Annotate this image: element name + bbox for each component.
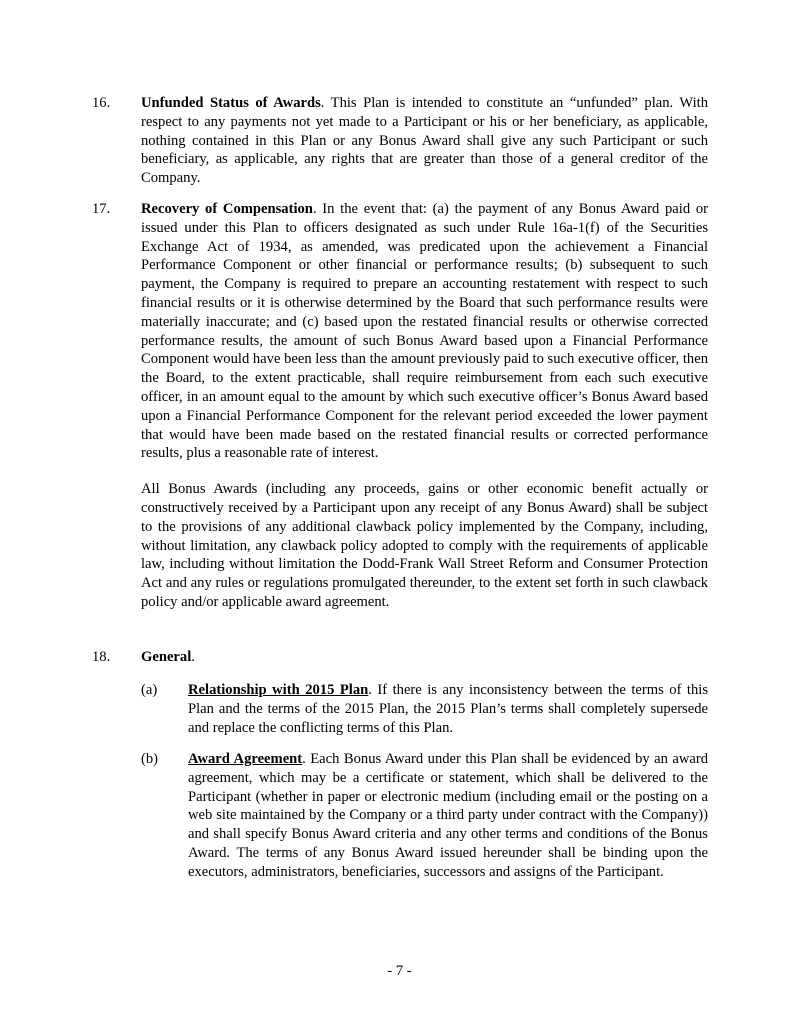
subsection-body: . Each Bonus Award under this Plan shall be evidenced by an award agreement, which may be a certificate or statement, which shall be delivered to the Participant (whether in paper or electronic medium (including email or the posting on a web site maintained by the Company or a third party under contract with the Company)) and shall specify Bonus Award criteria and any other terms and conditions of the Bonus Award. The terms of any Bonus Award issued hereunder shall be binding upon the executors, administrators, beneficiaries, successors and assigns of the Participant. — [188, 751, 709, 880]
section-heading: Recovery of Compensation — [141, 201, 313, 217]
subsection-a — [92, 681, 708, 737]
subsection-text — [188, 750, 708, 882]
subsection-text — [188, 681, 708, 737]
section-paragraph — [141, 200, 708, 463]
section-heading: Unfunded Status of Awards — [141, 95, 321, 111]
section-text: . In the event that: (a) the payment of any Bonus Award paid or issued under this Plan to officers designated as such under Rule 16a-1(f) of the Securities Exchange Act of 1934, as amended, was predicated upon the achievement a Financial Performance Component or other financial or performance results; (b) subsequent to such payment, the Company is required to prepare an accounting restatement with respect to such financial results or it is otherwise determined by the Board that such performance results were materially inaccurate; and (c) based upon the restated financial results or otherwise corrected performance results, the amount of such Bonus Award based upon a Financial Performance Component would have been less than the amount previously paid to such executive officer, then the Board, to the extent practicable, shall require reimbursement from each such executive officer, in an amount equal to the amount by which such executive officer’s Bonus Award based upon a Financial Performance Component for the relevant period exceeded the lower payment that would have been made based on the restated financial results or corrected performance results, plus a reasonable rate of interest. — [141, 201, 708, 462]
subsection — [141, 750, 708, 882]
section-heading: General — [141, 649, 192, 665]
section-16 — [92, 94, 708, 188]
section-number: 18. — [92, 649, 111, 665]
subsection-b — [92, 750, 708, 882]
section-number: 16. — [92, 95, 111, 111]
section-18 — [92, 648, 708, 667]
section-17 — [92, 200, 708, 612]
page-number: - 7 - — [387, 963, 412, 979]
section-paragraph-2: All Bonus Awards (including any proceeds, gains or other economic benefit actually or constructively received by a Participant upon any receipt of any Bonus Award) shall be subject to the provisions of any additional clawback policy implemented by the Company, including, without limitation, any clawback policy adopted to comply with the requirements of applicable law, including without limitation the Dodd-Frank Wall Street Reform and Consumer Protection Act and any rules or regulations promulgated thereunder, to the extent set forth in such clawback policy and/or applicable award agreement. — [141, 481, 708, 610]
section-number: 17. — [92, 201, 111, 217]
section-body — [141, 200, 708, 612]
subsection-body: . If there is any inconsistency between the terms of this Plan and the terms of the 2015 Plan, the 2015 Plan’s terms shall completely supersede and replace the conflicting terms of this Plan. — [188, 682, 708, 736]
subsection — [141, 681, 708, 737]
section-body — [141, 648, 708, 667]
section-paragraph — [141, 94, 708, 188]
subsection-heading: Relationship with 2015 Plan — [188, 682, 369, 698]
section-paragraph — [141, 648, 708, 667]
section-body — [141, 94, 708, 188]
subsection-letter: (b) — [141, 751, 159, 767]
subsection-letter: (a) — [141, 682, 158, 698]
section-text: . This Plan is intended to constitute an “unfunded” plan. With respect to any payments not yet made to a Participant or his or her beneficiary, as applicable, nothing contained in this Plan or any Bonus Award shall give any such Participant or such beneficiary, as applicable, any rights that are greater than those of a general creditor of the Company. — [141, 95, 709, 187]
subsection-heading: Award Agreement — [188, 751, 303, 767]
section-heading-tail: . — [191, 649, 195, 665]
